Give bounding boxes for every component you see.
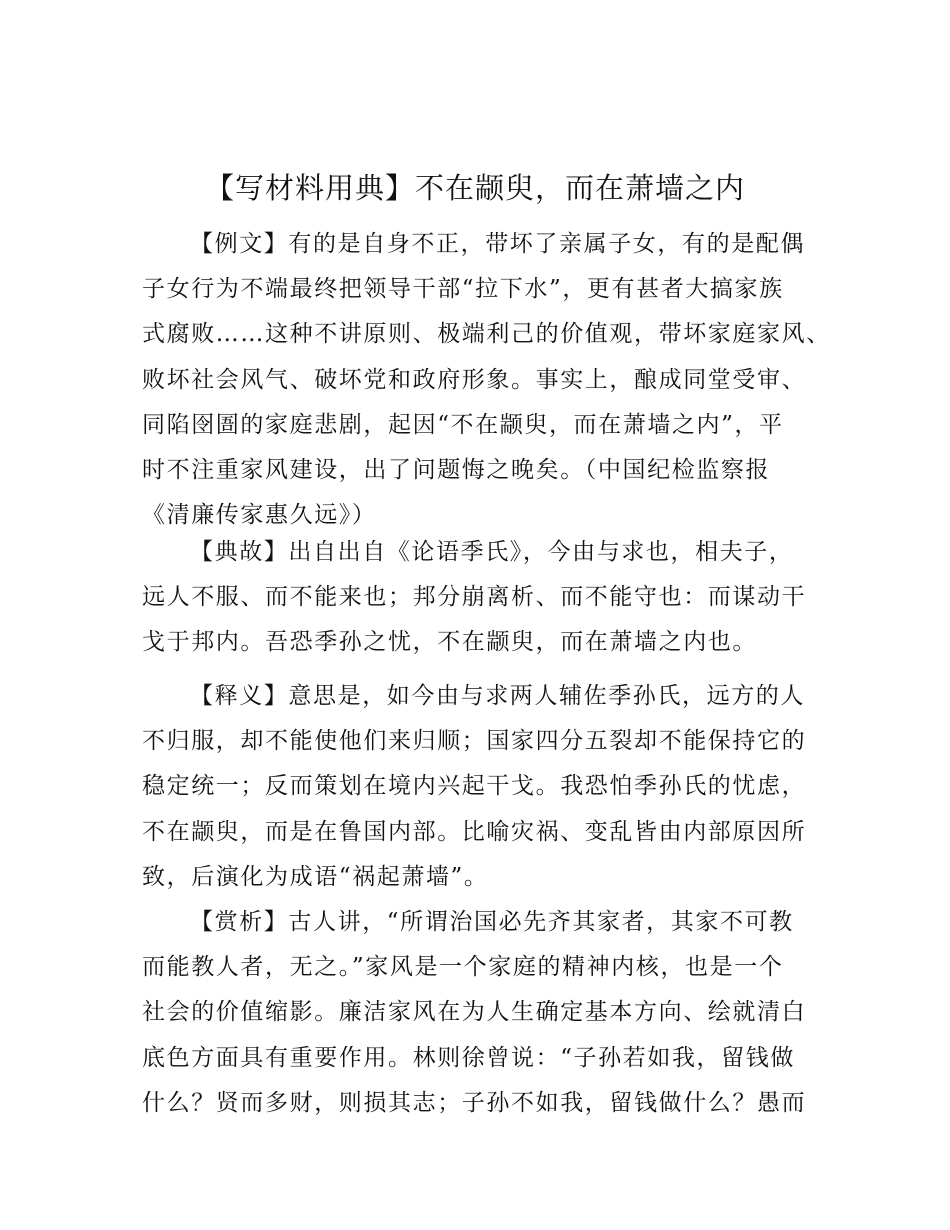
section-tag: 【赏析】 [190,909,289,935]
paragraph-line: 不归服，却不能使他们来归顺；国家四分五裂却不能保持它的 [142,728,807,755]
paragraph-line: 什么？贤而多财，则损其志；子孙不如我，留钱做什么？愚而 [142,1089,807,1116]
paragraph-line: 而能教人者，无之。”家风是一个家庭的精神内核，也是一个 [142,954,784,981]
section-tag: 【例文】 [190,231,289,257]
paragraph-line: 社会的价值缩影。廉洁家风在为人生确定基本方向、绘就清白 [142,999,807,1026]
paragraph-line: 底色方面具有重要作用。林则徐曾说：“子孙若如我，留钱做 [142,1044,795,1071]
section-allusion [142,530,822,666]
paragraph-line: 稳定统一；反而策划在境内兴起干戈。我恐怕季孙氏的忧虑， [142,773,807,800]
paragraph-line: 子女行为不端最终把领导干部“拉下水”，更有甚者大搞家族 [142,276,784,303]
paragraph-line: 时不注重家风建设，出了问题悔之晚矣。（中国纪检监察报 [142,456,771,483]
paragraph-line: 【赏析】古人讲，“所谓治国必先齐其家者，其家不可教 [190,909,794,935]
paragraph-line: 【典故】出自出自《论语季氏》，今由与求也，相夫子， [190,539,794,565]
paragraph-line: 败坏社会风气、破坏党和政府形象。事实上，酿成同堂受审、 [142,366,807,393]
paragraph-line: 致，后演化为成语“祸起萧墙”。 [142,863,489,890]
section-example [142,222,831,538]
paragraph-line: 远人不服、而不能来也；邦分崩离析、而不能守也：而谋动干 [142,584,807,611]
section-tag: 【释义】 [190,683,289,709]
paragraph-line: 不在颛臾，而是在鲁国内部。比喻灾祸、变乱皆由内部原因所 [142,818,807,845]
paragraph-line: 【释义】意思是，如今由与求两人辅佐季孙氏，远方的人 [190,683,806,709]
paragraph-line: 同陷囹圄的家庭悲剧，起因“不在颛臾，而在萧墙之内”，平 [142,411,784,438]
document-title: 【写材料用典】不在颛臾，而在萧墙之内 [204,171,745,205]
paragraph-line: 戈于邦内。吾恐季孙之忧，不在颛臾，而在萧墙之内也。 [142,629,757,656]
section-appreciation [142,900,822,1126]
paragraph-line: 《清廉传家惠久远》） [142,502,377,529]
paragraph-line: 式腐败……这种不讲原则、极端利己的价值观，带坏家庭家风、 [142,321,831,348]
section-tag: 【典故】 [190,539,289,565]
paragraph-line: 【例文】有的是自身不正，带坏了亲属子女，有的是配偶 [190,231,806,257]
section-meaning [142,674,822,900]
